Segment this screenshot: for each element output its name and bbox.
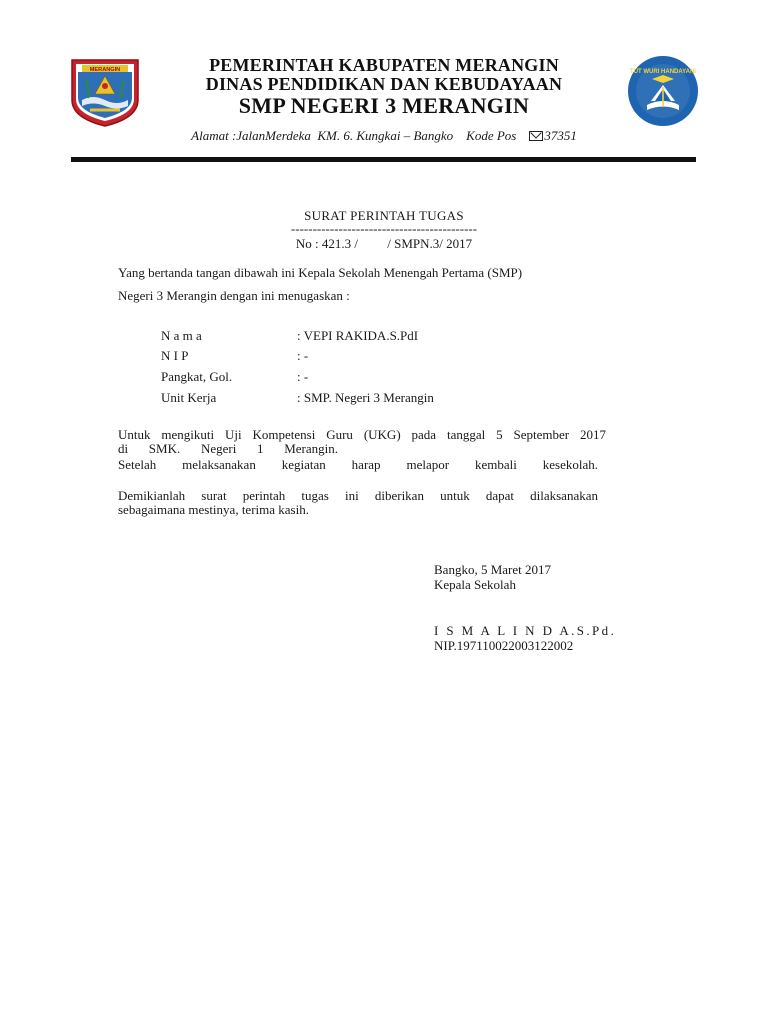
field-label-nip: N I P: [161, 348, 189, 363]
department-title: DINAS PENDIDIKAN DAN KEBUDAYAAN: [205, 74, 563, 94]
field-label-work-unit: Unit Kerja: [161, 390, 217, 405]
school-name: SMP NEGERI 3 MERANGIN: [238, 93, 530, 118]
signer-nip: NIP.197110022003122002: [434, 638, 574, 653]
closing-line-1: Demikianlah surat perintah tugas ini diberikan untuk dapat dilaksanakan: [118, 488, 598, 503]
field-value-nip: : -: [297, 348, 309, 363]
letter-number: No : 421.3 / / SMPN.3/ 2017: [295, 236, 473, 251]
body-line-1: Untuk mengikuti Uji Kompetensi Guru (UKG) pada tanggal 5 September 2017: [118, 427, 606, 442]
postal-code: 37351: [544, 128, 577, 143]
field-label-rank: Pangkat, Gol.: [161, 369, 233, 384]
letterhead-divider: [71, 157, 696, 162]
mailbox-icon: [529, 131, 543, 141]
address-text: Alamat :JalanMerdeka KM. 6. Kungkai – Bangko Kode Pos: [191, 128, 530, 143]
intro-line-1: Yang bertanda tangan dibawah ini Kepala Sekolah Menengah Pertama (SMP): [118, 265, 523, 280]
letter-title: SURAT PERINTAH TUGAS: [304, 208, 464, 223]
closing-line-2: sebagaimana mestinya, terima kasih.: [118, 502, 309, 517]
field-label-name: N a m a: [161, 328, 202, 343]
field-value-rank: : -: [297, 369, 309, 384]
logo-right-label: TUT WURI HANDAYANI: [630, 69, 696, 75]
field-value-name: : VEPI RAKIDA.S.PdI: [297, 328, 419, 343]
body-line-2: di SMK. Negeri 1 Merangin.: [118, 441, 338, 456]
place-date: Bangko, 5 Maret 2017: [434, 562, 551, 577]
signer-name: I S M A L I N D A.S.Pd.: [434, 623, 617, 638]
intro-line-2: Negeri 3 Merangin dengan ini menugaskan :: [118, 288, 350, 303]
field-value-work-unit: : SMP. Negeri 3 Merangin: [297, 390, 434, 405]
government-title: PEMERINTAH KABUPATEN MERANGIN: [209, 55, 559, 75]
logo-left-label: MERANGIN: [89, 66, 121, 73]
signer-position: Kepala Sekolah: [434, 577, 516, 592]
tut-wuri-handayani-logo: [627, 55, 699, 127]
body-line-3: Setelah melaksanakan kegiatan harap melapor kembali kesekolah.: [118, 457, 598, 472]
title-underline: -------------------------------------------: [290, 221, 478, 236]
school-address: [0, 128, 768, 144]
